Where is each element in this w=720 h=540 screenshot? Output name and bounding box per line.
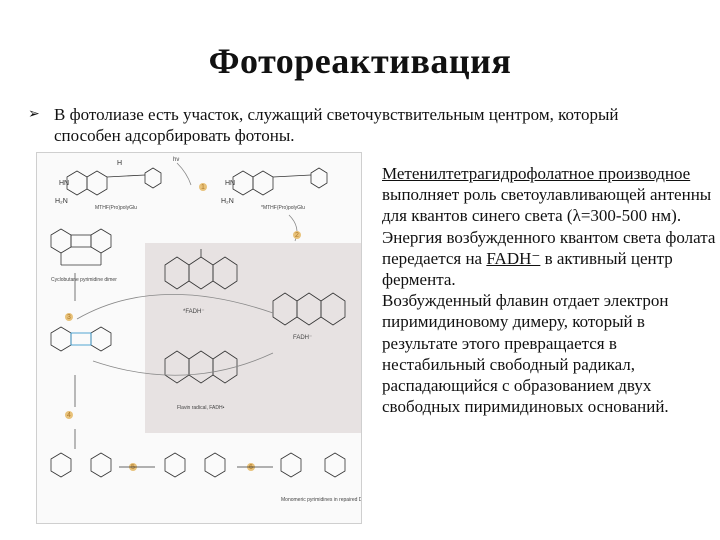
energy-text-end: в активный центр фермента.: [382, 248, 673, 290]
mechanism-diagram: [37, 153, 361, 523]
paragraph-antenna-rest: выполняет роль светоулавливающей антенны для квантов синего света (λ=300-500 нм).: [382, 185, 712, 226]
step-number: 4: [67, 412, 71, 419]
step-number: 3: [67, 314, 71, 321]
energy-text-start: Энергия возбужденного квантом света фолата передается на: [382, 227, 716, 268]
atom-label: HN: [59, 180, 70, 187]
bullet-point: [28, 104, 688, 146]
step-number: 1: [201, 184, 205, 191]
atom-label: H: [117, 160, 123, 167]
folate-derivative-term: Метенилтетрагидрофолатное производное: [382, 164, 691, 183]
dimer-label: Cyclobutane pyrimidine dimer: [51, 277, 117, 283]
atom-label: H₂N: [221, 198, 234, 205]
photolyase-mechanism-figure: [36, 152, 362, 524]
atom-label: HN: [225, 180, 236, 187]
paragraph-electron-transfer: Возбужденный флавин отдает электрон пиримидиновому димеру, который в результате этого превращается в нестабильный свободный радикал, распадающийся с образованием двух свободных пиримидиновых оснований.: [382, 291, 669, 417]
description-text: [382, 163, 718, 417]
fadh-term: FADH⁻: [486, 248, 541, 268]
paragraph-energy-transfer: [382, 227, 718, 291]
paragraph-antenna: [382, 163, 718, 227]
light-label: hν: [173, 157, 180, 163]
mthf-molecule-right: [233, 168, 327, 195]
split-pyrimidines-row: [51, 453, 345, 477]
radical-label: Flavin radical, FADH•: [177, 405, 225, 411]
cyclobutane-dimer: [51, 229, 111, 265]
step-number: 5: [131, 464, 135, 471]
atom-label: H₂N: [55, 198, 68, 205]
dimer-radical: [51, 327, 111, 351]
step-number: 2: [295, 232, 299, 239]
monomer-label: Monomeric pyrimidines in repaired DNA: [281, 497, 361, 503]
arrow-bullet-icon: ➢: [28, 107, 40, 122]
light-arrow: [177, 163, 191, 185]
mthf-left-label: MTHF(Pro)polyGlu: [95, 205, 137, 211]
mthf-right-label: *MTHF(Pro)polyGlu: [261, 205, 305, 211]
fadh-right-label: FADH⁻: [293, 335, 313, 341]
slide-title: Фотореактивация: [208, 41, 512, 81]
fadh-center-label: *FADH⁻: [183, 309, 205, 315]
bullet-text: В фотолиазе есть участок, служащий светочувствительным центром, который способен адсорбировать фотоны.: [54, 105, 619, 145]
step-number: 6: [249, 464, 253, 471]
mthf-molecule-left: [67, 168, 161, 195]
